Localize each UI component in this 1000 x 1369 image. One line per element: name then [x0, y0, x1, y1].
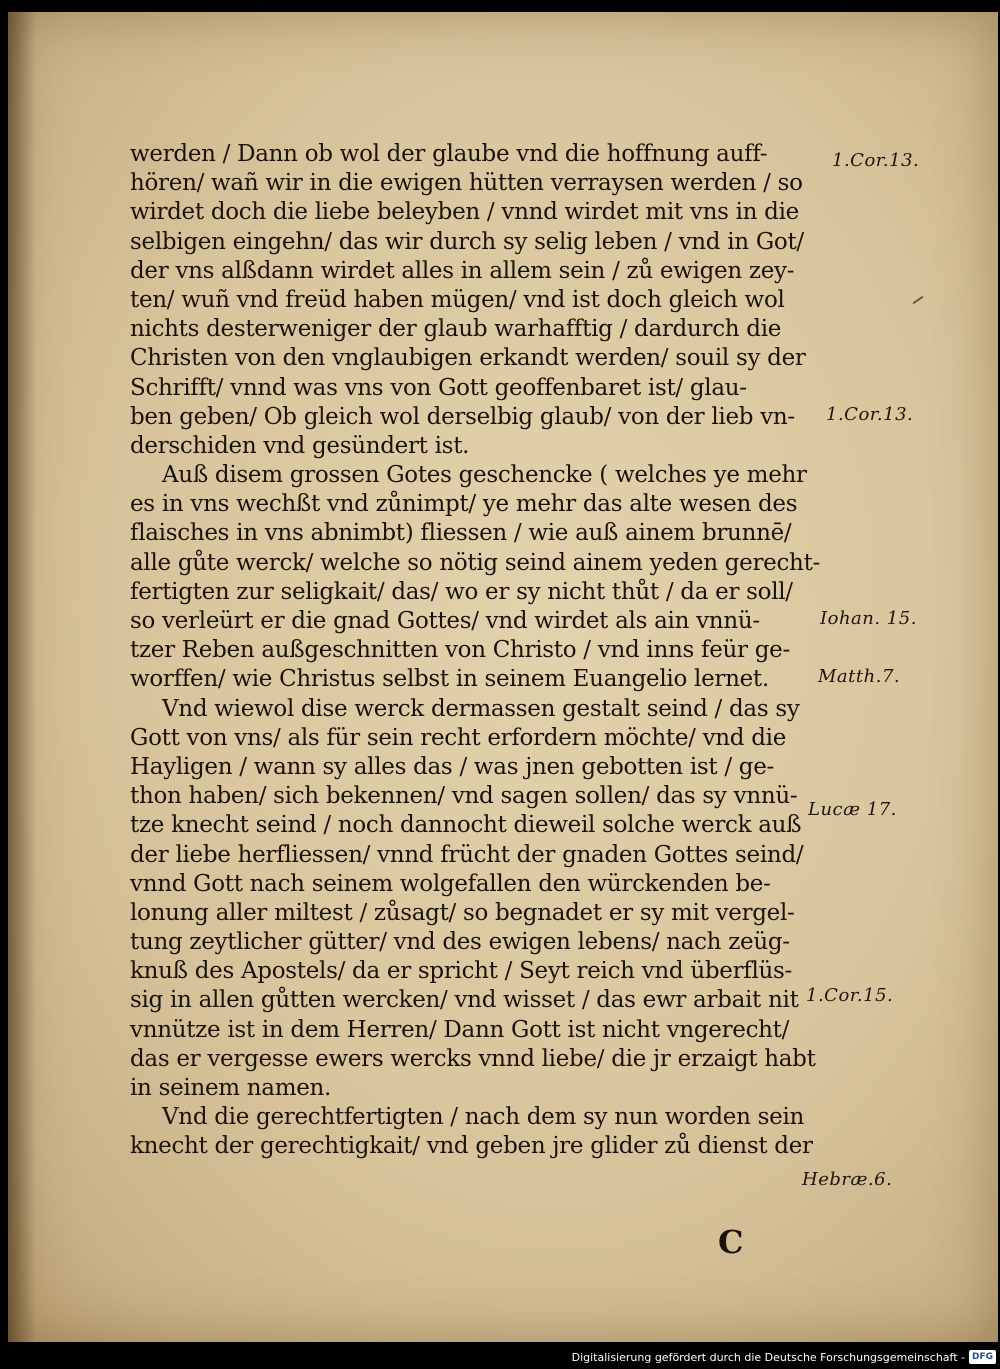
text-line: knuß des Apostels/ da er spricht / Seyt reich vnd überflüs- — [130, 958, 793, 985]
marginal-note: 1.Cor.13. — [826, 404, 914, 425]
text-line: knecht der gerechtigkait/ vnd geben jre glider zů dienst der — [130, 1133, 813, 1160]
text-line: der liebe herfliessen/ vnnd frücht der gnaden Gottes seind/ — [130, 841, 804, 868]
marginal-note: 1.Cor.13. — [832, 150, 920, 171]
text-line: wirdet doch die liebe beleyben / vnnd wirdet mit vns in die — [130, 199, 799, 226]
marginal-note: Lucæ 17. — [808, 799, 897, 820]
marginal-note: Iohan. 15. — [820, 608, 917, 629]
text-line: vnnd Gott nach seinem wolgefallen den würckenden be- — [130, 870, 771, 897]
text-line: werden / Dann ob wol der glaube vnd die hoffnung auff- — [130, 141, 768, 167]
text-line: Hayligen / wann sy alles das / was jnen gebotten ist / ge- — [130, 753, 774, 780]
text-line: hören/ wañ wir in die ewigen hütten verraysen werden / so — [130, 170, 803, 197]
dfg-logo: DFG — [969, 1350, 996, 1364]
paragraph-start-line: Auß disem grossen Gotes geschencke ( welches ye mehr — [162, 462, 807, 489]
signature-mark: C — [718, 1223, 744, 1261]
text-line: das er vergesse ewers wercks vnnd liebe/ die jr erzaigt habt — [130, 1045, 816, 1072]
text-line: Schrifft/ vnnd was vns von Gott geoffenbaret ist/ glau- — [130, 374, 747, 401]
paragraph-start-line: Vnd wiewol dise werck dermassen gestalt seind / das sy — [162, 695, 800, 722]
text-line: flaisches in vns abnimbt) fliessen / wie auß ainem brunnē/ — [130, 520, 792, 547]
text-line: tung zeytlicher gütter/ vnd des ewigen lebens/ nach zeüg- — [130, 929, 790, 956]
text-line: selbigen eingehn/ das wir durch sy selig leben / vnd in Got/ — [130, 228, 804, 255]
text-line: ten/ wuñ vnd freüd haben mügen/ vnd ist doch gleich wol — [130, 286, 785, 313]
text-line: tzer Reben außgeschnitten von Christo / vnd inns feür ge- — [130, 637, 790, 664]
text-line: ben geben/ Ob gleich wol derselbig glaub/ von der lieb vn- — [130, 403, 795, 430]
text-line: der vns alßdann wirdet alles in allem sein / zů ewigen zey- — [130, 257, 795, 284]
text-line: tze knecht seind / noch dannocht dieweil solche werck auß — [130, 812, 802, 839]
text-line: worffen/ wie Christus selbst in seinem Euangelio lernet. — [130, 666, 769, 693]
text-line: Christen von den vnglaubigen erkandt werden/ souil sy der — [130, 345, 806, 372]
text-line: es in vns wechßt vnd zůnimpt/ ye mehr das alte wesen des — [130, 491, 798, 518]
book-page — [8, 12, 998, 1342]
text-line: in seinem namen. — [130, 1075, 332, 1101]
paragraph-start-line: Vnd die gerechtfertigten / nach dem sy nun worden sein — [162, 1104, 805, 1131]
footer-credit — [572, 1348, 996, 1366]
text-line: lonung aller miltest / zůsagt/ so begnadet er sy mit vergel- — [130, 899, 795, 926]
body-text — [130, 140, 830, 1162]
text-line: fertigten zur seligkait/ das/ wo er sy nicht thůt / da er soll/ — [130, 578, 793, 605]
marginal-note: 1.Cor.15. — [806, 985, 894, 1006]
text-line: derschiden vnd gesündert ist. — [130, 432, 470, 459]
text-line: vnnütze ist in dem Herren/ Dann Gott ist nicht vngerecht/ — [130, 1016, 790, 1043]
funding-credit-text: Digitalisierung gefördert durch die Deutsche Forschungsgemeinschaft - — [571, 1350, 965, 1364]
marginal-note: Hebræ.6. — [802, 1169, 893, 1190]
text-line: sig in allen gůtten wercken/ vnd wisset / das ewr arbait nit — [130, 987, 799, 1014]
text-line: thon haben/ sich bekennen/ vnd sagen sollen/ das sy vnnü- — [130, 783, 798, 810]
text-line: nichts desterweniger der glaub warhafftig / dardurch die — [130, 316, 782, 343]
text-line: so verleürt er die gnad Gottes/ vnd wirdet als ain vnnü- — [130, 608, 760, 634]
text-line: alle gůte werck/ welche so nötig seind ainem yeden gerecht- — [130, 549, 820, 576]
text-line: Gott von vns/ als für sein recht erfordern möchte/ vnd die — [130, 724, 787, 751]
pen-mark — [913, 296, 924, 305]
marginal-note: Matth.7. — [818, 666, 901, 687]
